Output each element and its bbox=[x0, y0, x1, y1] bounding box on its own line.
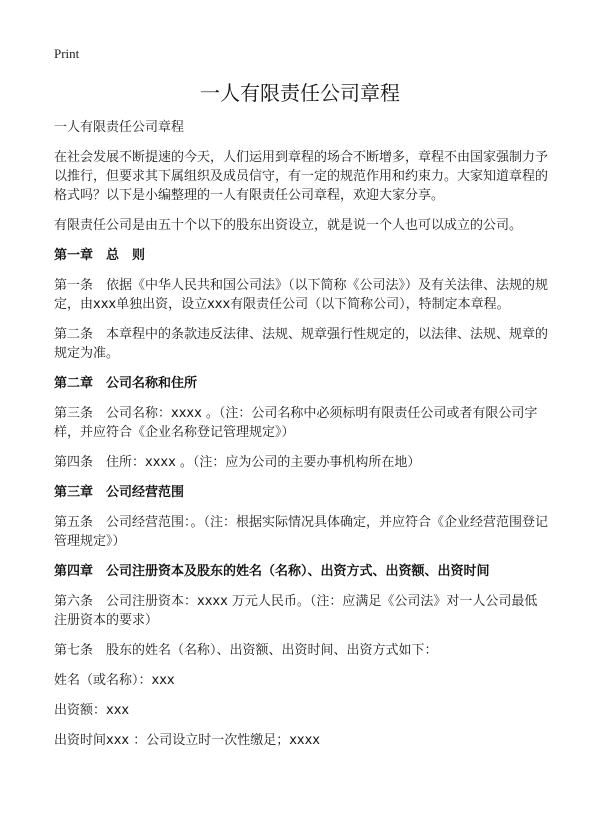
chapter-4-heading: 第四章 公司注册资本及股东的姓名（名称）、出资方式、出资额、出资时间 bbox=[54, 564, 490, 579]
article-6: 第六条 公司注册资本：xxxx 万元人民币。（注：应满足《公司法》对一人公司最低注册资本的要求） bbox=[54, 594, 538, 628]
article-1: 第一条 依据《中华人民共和国公司法》（以下简称《公司法》）及有关法律、法规的规定，由xxx单独出资，设立xxx有限责任公司（以下简称公司），特制定本章程。 bbox=[54, 278, 549, 312]
definition-paragraph: 有限责任公司是由五十个以下的股东出资设立，就是说一个人也可以成立的公司。 bbox=[54, 218, 523, 233]
article-5: 第五条 公司经营范围：。（注：根据实际情况具体确定，并应符合《企业经营范围登记管理规定》） bbox=[54, 515, 549, 549]
article-3: 第三条 公司名称：xxxx 。（注：公司名称中必须标明有限责任公司或者有限公司字样，并应符合《企业名称登记管理规定》） bbox=[54, 406, 538, 440]
intro-paragraph: 在社会发展不断提速的今天，人们运用到章程的场合不断增多，章程不由国家强制力予以推行，但要求其下属组织及成员信守，有一定的规范作用和约束力。大家知道章程的格式吗？以下是小编整理的一人有限责任公司章程，欢迎大家分享。 bbox=[54, 150, 549, 203]
article-7: 第七条 股东的姓名（名称）、出资额、出资时间、出资方式如下： bbox=[54, 643, 438, 658]
document-body bbox=[54, 118, 548, 761]
contribution-amount-line: 出资额：xxx bbox=[54, 703, 130, 718]
contribution-time-line: 出资时间xxx ：公司设立时一次性缴足；xxxx bbox=[54, 733, 320, 748]
shareholder-name-line: 姓名（或名称）：xxx bbox=[54, 673, 175, 688]
article-2: 第二条 本章程中的条款违反法律、法规、规章强行性规定的，以法律、法规、规章的规定为准。 bbox=[54, 327, 549, 361]
chapter-2-heading: 第二章 公司名称和住所 bbox=[54, 376, 198, 391]
article-4: 第四条 住所：xxxx 。（注：应为公司的主要办事机构所在地） bbox=[54, 455, 421, 470]
chapter-1-heading: 第一章 总 则 bbox=[54, 248, 146, 263]
subtitle-paragraph: 一人有限责任公司章程 bbox=[54, 120, 185, 135]
document-title: 一人有限责任公司章程 bbox=[200, 81, 400, 105]
chapter-3-heading: 第三章 公司经营范围 bbox=[54, 485, 185, 500]
print-link[interactable]: Print bbox=[54, 46, 80, 61]
